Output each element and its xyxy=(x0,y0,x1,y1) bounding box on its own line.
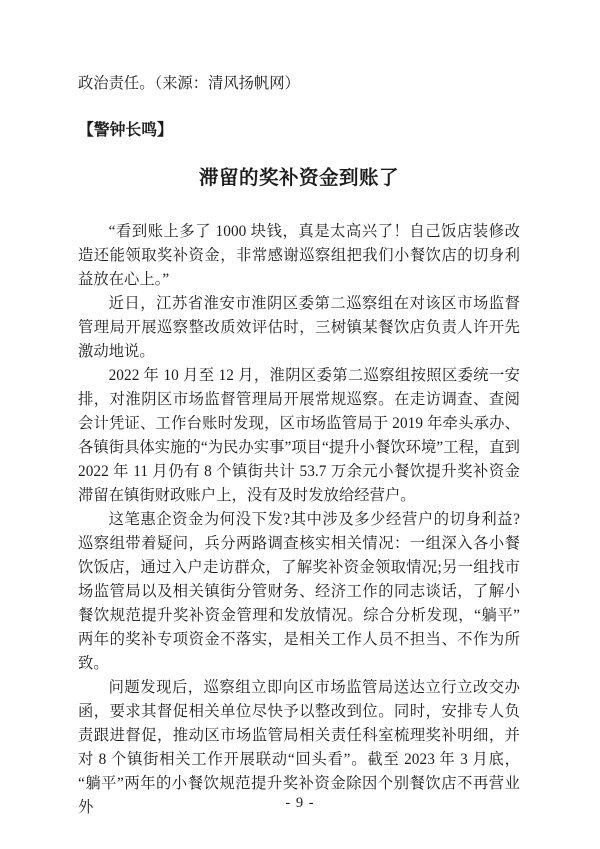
section-header: 【警钟长鸣】 xyxy=(78,122,173,139)
article-title: 滞留的奖补资金到账了 xyxy=(198,168,399,189)
article-paragraph-1: “看到账上多了 1000 块钱，真是太高兴了！自己饭店装修改造还能领取奖补资金，非常感谢巡察组把我们小餐饮店的切身利益放在心上。” xyxy=(78,223,520,288)
article-paragraph-2: 近日，江苏省淮安市淮阴区委第二巡察组在对该区市场监督管理局开展巡察整改质效评估时，三树镇某餐饮店负责人许开先激动地说。 xyxy=(78,295,520,360)
page-number: - 9 - xyxy=(285,795,315,811)
article-paragraph-3: 2022 年 10 月至 12 月，淮阴区委第二巡察组按照区委统一安排，对淮阴区市场监督管理局开展常规巡察。在走访调查、查阅会计凭证、工作台账时发现，区市场监管局于 2019 年牵头承办、各镇街具体实施的“为民办实事”项目“提升小餐饮环境”工程，直到 2022 年 11 月仍有 8 个镇街共计 53.7 万余元小餐饮提升奖补资金滞留在镇街财政账户上，没有及时发放给经营户。 xyxy=(78,367,520,504)
article-paragraph-5: 问题发现后，巡察组立即向区市场监管局送达立行立改交办函，要求其督促相关单位尽快予以整改到位。同时，安排专人负责跟进督促，推动区市场监管局相关责任科室梳理奖补明细，并对 8 个镇街相关工作开展联动“回头看”。截至 2023 年 3 月底，“躺平”两年的小餐饮规范提升奖补资金除因个别餐饮店不再营业外 xyxy=(78,679,520,816)
article-paragraph-4: 这笔惠企资金为何没下发?其中涉及多少经营户的切身利益?巡察组带着疑问，兵分两路调查核实相关情况：一组深入各小餐饮饭店，通过入户走访群众，了解奖补资金领取情况;另一组找市场监管局以及相关镇街分管财务、经济工作的同志谈话，了解小餐饮规范提升奖补资金管理和发放情况。综合分析发现，“躺平”两年的奖补专项资金不落实，是相关工作人员不担当、不作为所致。 xyxy=(78,511,520,672)
carryover-text: 政治责任。（来源：清风扬帆网） xyxy=(78,75,300,92)
